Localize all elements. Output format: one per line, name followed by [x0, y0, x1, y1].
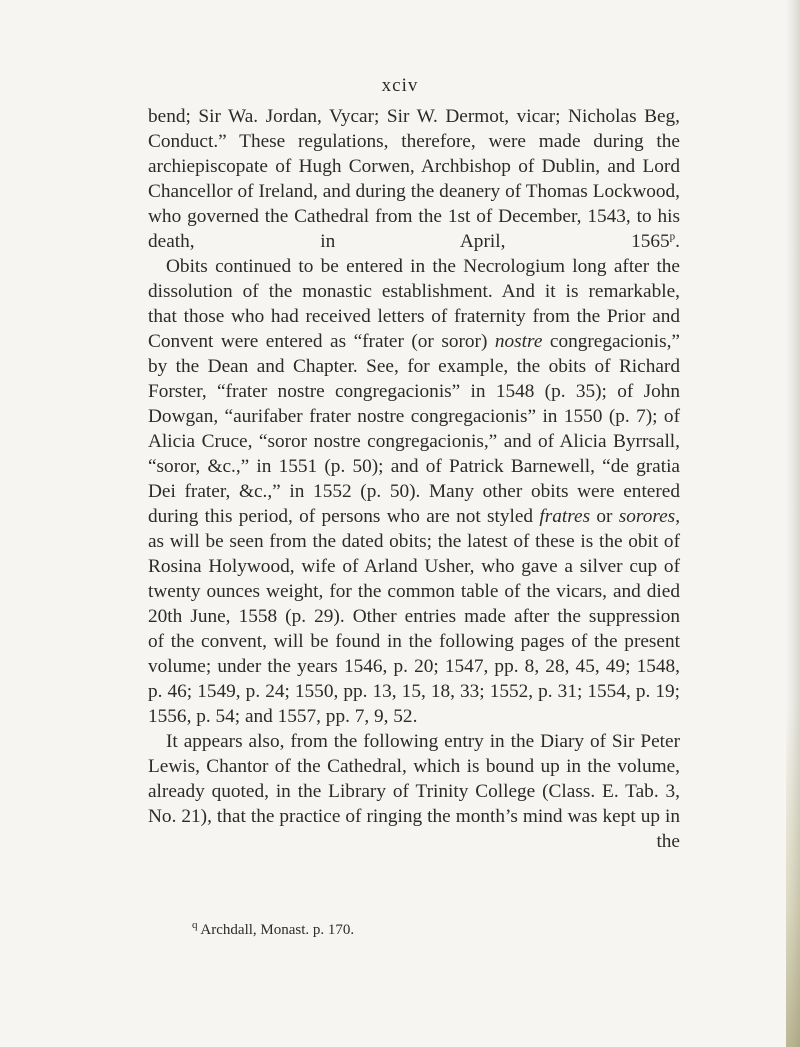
footnote-text: Archdall, Monast. p. 170. [197, 922, 355, 938]
line-before: death, in April, 1565 [148, 231, 670, 252]
line-text: that those who had received letters of fraternity from the Prior and [148, 306, 680, 327]
line-text: Alicia Cruce, “soror nostre congregacionis,” and of Alicia Byrrsall, [148, 431, 680, 452]
text-line [148, 804, 680, 829]
line-text: Lewis, Chantor of the Cathedral, which is bound up in the volume, [148, 756, 680, 777]
text-line [148, 329, 680, 354]
text-line [148, 404, 680, 429]
line-text: Forster, “frater nostre congregacionis” in 1548 (p. 35); of John [148, 381, 680, 402]
text-line [148, 129, 680, 154]
text-line [148, 154, 680, 179]
text-line [148, 279, 680, 304]
page-edge-stain [786, 707, 800, 1047]
line-em: nostre [494, 331, 543, 352]
text-line [148, 554, 680, 579]
line-text: archiepiscopate of Hugh Corwen, Archbishop of Dublin, and Lord [148, 156, 680, 177]
body-text [148, 104, 680, 854]
text-line [148, 454, 680, 479]
line-em: fratres [539, 506, 591, 527]
line-text: p. 46; 1549, p. 24; 1550, pp. 13, 15, 18, 33; 1552, p. 31; 1554, p. 19; [148, 681, 680, 702]
line-text: who governed the Cathedral from the 1st of December, 1543, to his [148, 206, 680, 227]
text-line [148, 179, 680, 204]
footnote-marker: q [192, 919, 198, 931]
text-line [148, 754, 680, 779]
text-line [148, 304, 680, 329]
line-before: during this period, of persons who are not styled [148, 506, 540, 527]
line-text: Rosina Holywood, wife of Arland Usher, who gave a silver cup of [148, 556, 680, 577]
text-line [148, 429, 680, 454]
line-text: Conduct.” These regulations, therefore, were made during the [148, 131, 680, 152]
line-after: . [675, 231, 680, 252]
text-line [148, 829, 680, 854]
line-sup: p [669, 230, 676, 243]
text-line [148, 254, 680, 279]
text-line [148, 379, 680, 404]
text-line [148, 479, 680, 504]
line-text: the [656, 831, 680, 852]
page-number: xciv [381, 75, 419, 96]
line-text: Dei frater, &c.,” in 1552 (p. 50). Many other obits were entered [148, 481, 680, 502]
text-line [148, 529, 680, 554]
footnote [192, 921, 354, 939]
line-text: No. 21), that the practice of ringing the month’s mind was kept up in [148, 806, 680, 827]
line-before: Convent were entered as “frater (or soror) [148, 331, 495, 352]
line-text: of the convent, will be found in the following pages of the present [148, 631, 680, 652]
line-em2: sorores [618, 506, 676, 527]
line-after: congregacionis,” [542, 331, 680, 352]
text-line [148, 504, 680, 529]
text-line [148, 679, 680, 704]
text-line [148, 229, 680, 254]
line-text: already quoted, in the Library of Trinity College (Class. E. Tab. 3, [148, 781, 680, 802]
text-line [148, 704, 680, 729]
text-line [148, 104, 680, 129]
line-text: by the Dean and Chapter. See, for example, the obits of Richard [148, 356, 680, 377]
line-text: 20th June, 1558 (p. 29). Other entries made after the suppression [148, 606, 680, 627]
line-text: bend; Sir Wa. Jordan, Vycar; Sir W. Dermot, vicar; Nicholas Beg, [148, 106, 680, 127]
line-text: twenty ounces weight, for the common table of the vicars, and died [148, 581, 680, 602]
line-mid: or [590, 506, 619, 527]
text-line [148, 604, 680, 629]
line-text: as will be seen from the dated obits; the latest of these is the obit of [148, 531, 680, 552]
line-text: “soror, &c.,” in 1551 (p. 50); and of Patrick Barnewell, “de gratia [148, 456, 680, 477]
line-text: dissolution of the monastic establishment. And it is remarkable, [148, 281, 680, 302]
text-line [148, 204, 680, 229]
text-line [148, 629, 680, 654]
line-text: 1556, p. 54; and 1557, pp. 7, 9, 52. [148, 706, 418, 727]
line-text: Chancellor of Ireland, and during the deanery of Thomas Lockwood, [148, 181, 680, 202]
text-line [148, 354, 680, 379]
text-line [148, 729, 680, 754]
text-line [148, 654, 680, 679]
line-text: It appears also, from the following entry in the Diary of Sir Peter [166, 731, 680, 752]
line-text: volume; under the years 1546, p. 20; 1547, pp. 8, 28, 45, 49; 1548, [148, 656, 680, 677]
text-line [148, 579, 680, 604]
line-text: Dowgan, “aurifaber frater nostre congregacionis” in 1550 (p. 7); of [148, 406, 680, 427]
line-text: Obits continued to be entered in the Necrologium long after the [166, 256, 680, 277]
text-line [148, 779, 680, 804]
line-after: , [675, 506, 681, 527]
